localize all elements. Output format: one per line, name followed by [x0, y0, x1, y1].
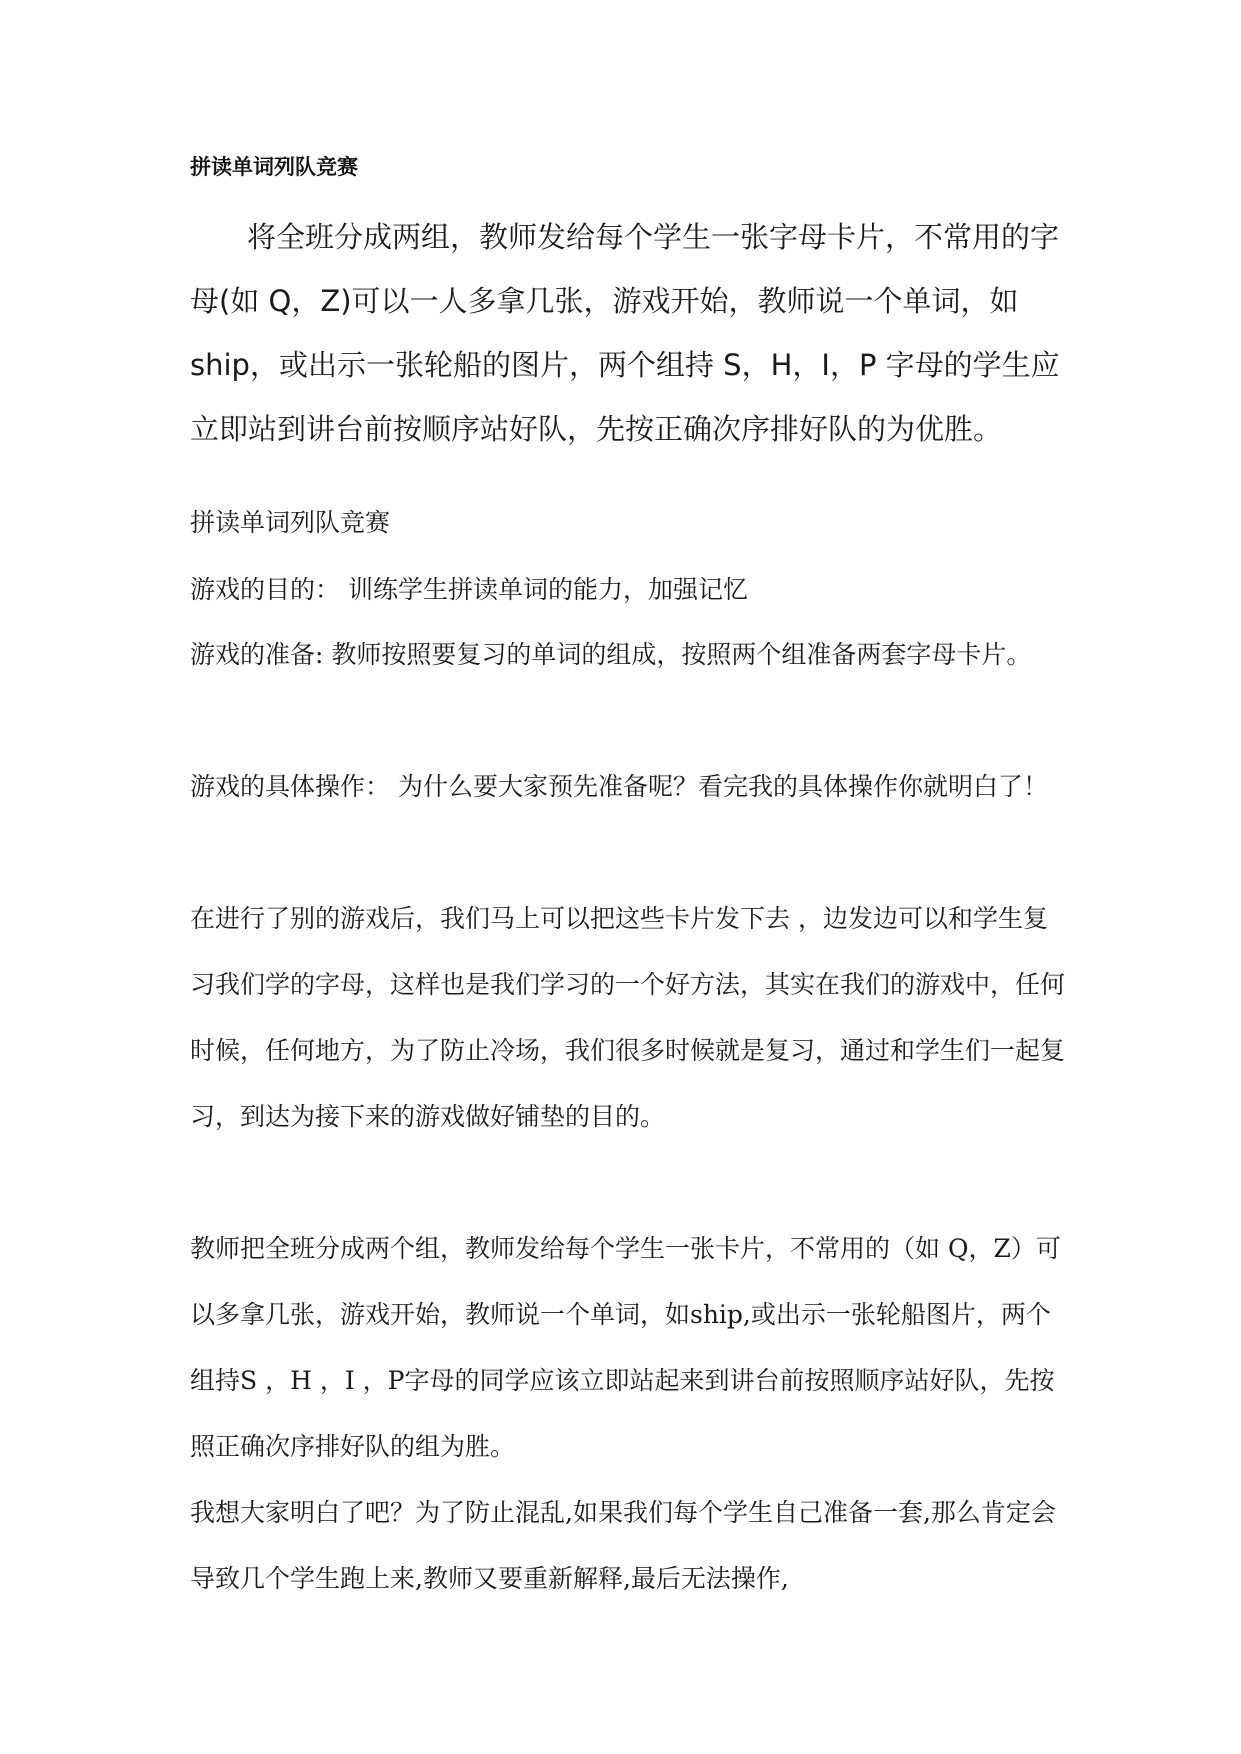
operation-paragraph: 游戏的具体操作： 为什么要大家预先准备呢？看完我的具体操作你就明白了！	[190, 772, 1048, 801]
intro-paragraph: 将全班分成两组，教师发给每个学生一张字母卡片，不常用的字母(如 Q，Z)可以一人多拿几张，游戏开始，教师说一个单词，如 ship，或出示一张轮船的图片，两个组持 S，H，I，P 字母的学生应立即站到讲台前按顺序站好队，先按正确次序排好队的为优胜。	[190, 220, 1060, 446]
rules-paragraph: 教师把全班分成两个组，教师发给每个学生一张卡片，不常用的（如 Q，Z）可以多拿几张，游戏开始，教师说一个单词，如ship,或出示一张轮船图片，两个组持S ，H ，I ，P字母的同学应该立即站起来到讲台前按照顺序站好队，先按照正确次序排好队的组为胜。	[190, 1234, 1061, 1461]
flow-paragraph: 在进行了别的游戏后，我们马上可以把这些卡片发下去 ，边发边可以和学生复习我们学的字母，这样也是我们学习的一个好方法，其实在我们的游戏中，任何时候，任何地方，为了防止冷场，我们很多时候就是复习，通过和学生们一起复习，到达为接下来的游戏做好铺垫的目的。	[190, 904, 1066, 1131]
preparation-paragraph: 游戏的准备: 教师按照要复习的单词的组成，按照两个组准备两套字母卡片。	[190, 640, 1032, 669]
heading-bold: 拼读单词列队竞赛	[190, 155, 358, 179]
closing-paragraph: 我想大家明白了吧？为了防止混乱,如果我们每个学生自己准备一套,那么肯定会导致几个学生跑上来,教师又要重新解释,最后无法操作,	[190, 1498, 1056, 1593]
goal-paragraph: 游戏的目的： 训练学生拼读单词的能力，加强记忆	[190, 575, 748, 604]
heading-plain: 拼读单词列队竞赛	[190, 508, 391, 537]
